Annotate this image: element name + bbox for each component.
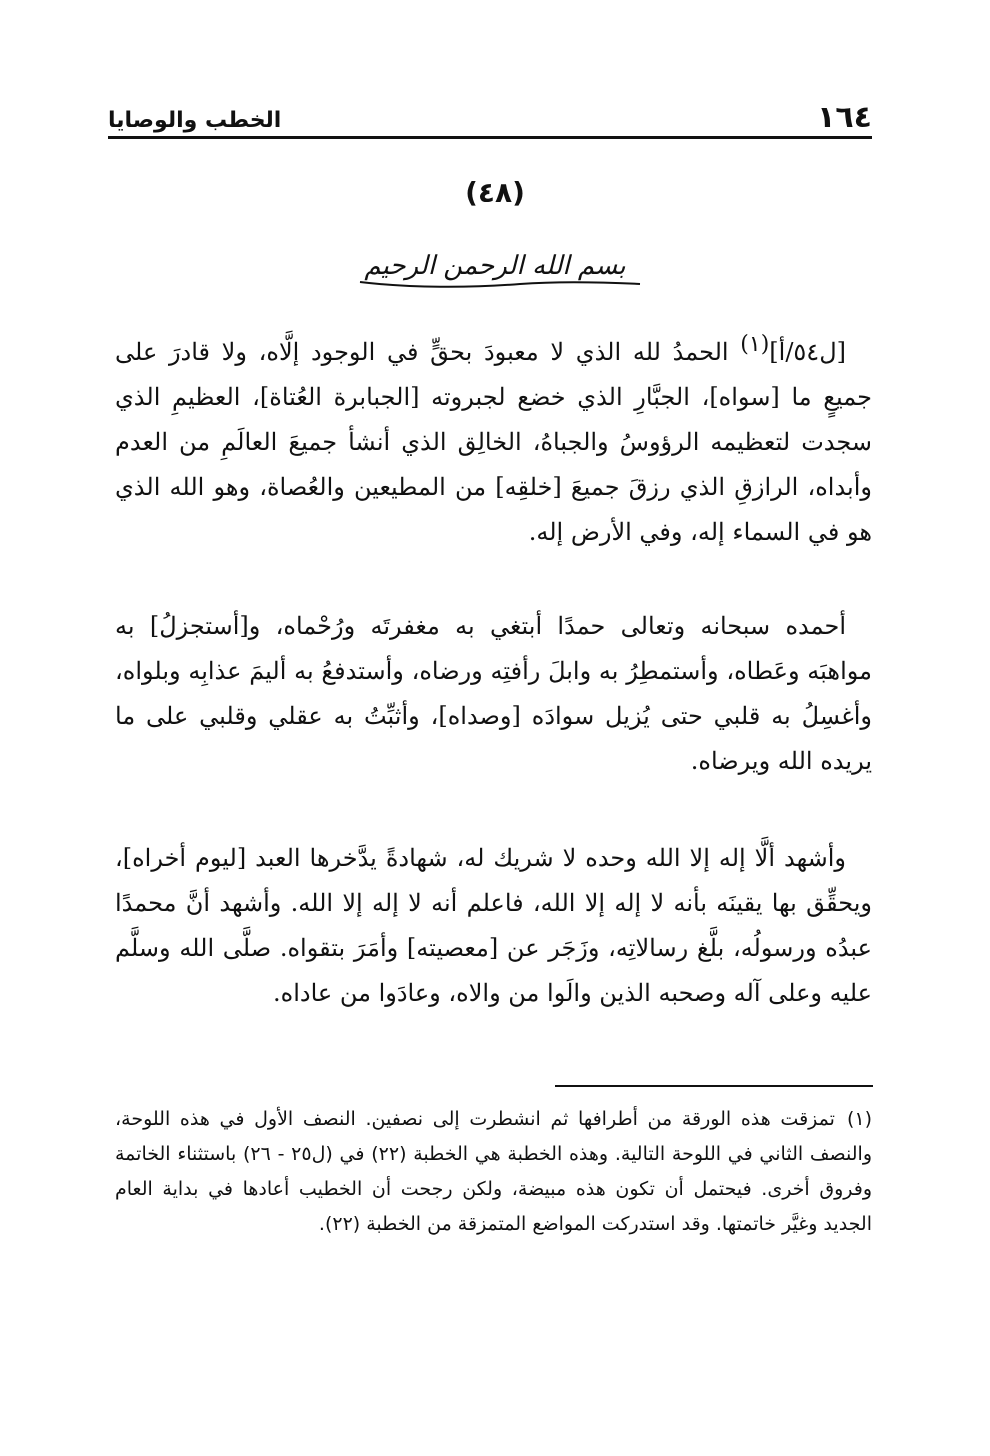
header-rule <box>108 136 872 139</box>
manuscript-reference: [ل٥٤/أ] <box>769 338 846 366</box>
paragraph-2 <box>115 604 872 784</box>
running-header <box>108 96 872 136</box>
basmala-text: بسم الله الرحمن الرحيم <box>364 251 626 281</box>
footnote-number: (١) <box>846 1108 872 1130</box>
page-number: ١٦٤ <box>817 100 872 135</box>
book-title: الخطب والوصايا <box>108 108 282 133</box>
footnote-rule <box>555 1085 873 1087</box>
basmala-calligraphy <box>320 244 670 294</box>
footnote-marker[interactable]: (١) <box>740 332 770 357</box>
paragraph-2-text: أحمده سبحانه وتعالى حمدًا أبتغي به مغفرتَه ورُحْماه، و[أستجزلُ] به مواهبَه وعَطاه، وأستمطِرُ به وابلَ رأفتِه ورضاه، وأستدفعُ به أليمَ عذابِه وبلواه، وأغسِلُ به قلبي حتى يُزيل سوادَه [وصداه]، وأثبِّتُ به عقلي وقلبي على ما يريده الله ويرضاه. <box>115 612 872 775</box>
paragraph-1 <box>115 322 872 555</box>
footnote <box>115 1102 872 1242</box>
paragraph-3-text: وأشهد ألَّا إله إلا الله وحده لا شريك له، شهادةً يدَّخرها العبد [ليوم أخراه]، ويحقِّق بها يقينَه بأنه لا إله إلا الله، فاعلم أنه لا إله إلا الله. وأشهد أنَّ محمدًا عبدُه ورسولُه، بلَّغ رسالاتِه، وزَجَر عن [معصيته] وأمَرَ بتقواه. صلَّى الله وسلَّم عليه وعلى آله وصحبه الذين والَوا من والاه، وعادَوا من عاداه. <box>115 844 872 1007</box>
footnote-text: تمزقت هذه الورقة من أطرافها ثم انشطرت إلى نصفين. النصف الأول في هذه اللوحة، والنصف الثاني في اللوحة التالية. وهذه الخطبة هي الخطبة (٢٢) في (ل٢٥ - ٢٦) باستثناء الخاتمة وفروق أخرى. فيحتمل أن تكون هذه مبيضة، ولكن رجحت أن الخطيب أعادها في بداية العام الجديد وغيَّر خاتمتها. وقد استدركت المواضع المتمزقة من الخطبة (٢٢). <box>115 1108 873 1235</box>
paragraph-1-text: الحمدُ لله الذي لا معبودَ بحقٍّ في الوجود إلَّاه، ولا قادرَ على جميعٍ ما [سواه]، الجبَّارِ الذي خضع لجبروته [الجبابرة العُتاة]، العظيمِ الذي سجدت لتعظيمه الرؤوسُ والجباهُ، الخالِق الذي أنشأ جميعَ العالَمِ من العدم وأبداه، الرازقِ الذي رزقَ جميعَ [خلقِه] من المطيعين والعُصاة، وهو الله الذي هو في السماء إله، وفي الأرض إله. <box>115 338 872 546</box>
section-number: (٤٨) <box>465 176 525 209</box>
paragraph-3 <box>115 836 872 1016</box>
